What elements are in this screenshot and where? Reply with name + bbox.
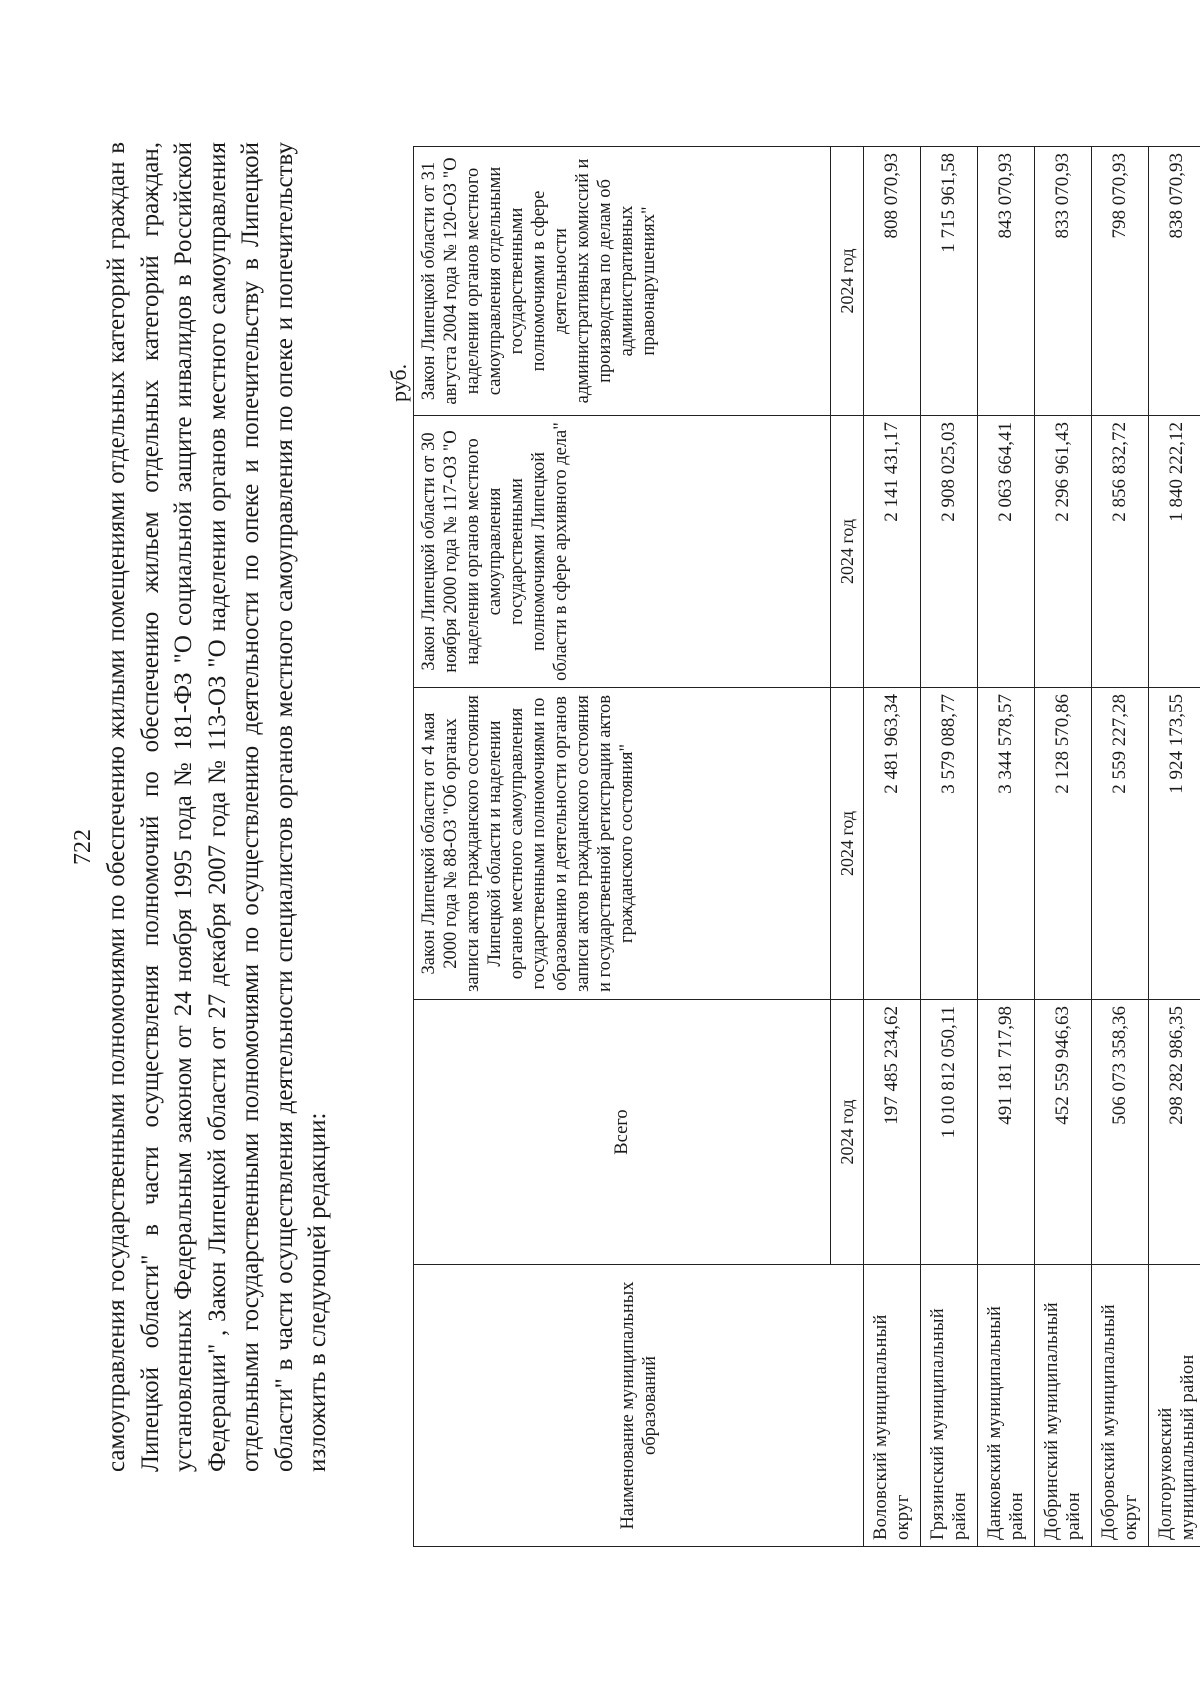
municipality-name: Грязинский муниципальный район bbox=[921, 1265, 978, 1547]
year-total: 2024 год bbox=[831, 1000, 864, 1265]
total-value: 197 485 234,62 bbox=[864, 1000, 921, 1265]
header-law-120: Закон Липецкой области от 31 августа 2004 года № 120-ОЗ "О наделении органов местного самоуправления отдельными государственными полномочиями в сфере деятельности административных комиссий и производства по делам об административных правонарушениях" bbox=[414, 147, 831, 416]
table-row bbox=[921, 147, 978, 1547]
total-value: 1 010 812 050,11 bbox=[921, 1000, 978, 1265]
law-117-value: 2 063 664,41 bbox=[978, 416, 1035, 688]
law-88-value: 2 481 963,34 bbox=[864, 688, 921, 1000]
law-117-value: 2 141 431,17 bbox=[864, 416, 921, 688]
header-total: Всего bbox=[414, 1000, 831, 1265]
total-value: 298 282 986,35 bbox=[1149, 1000, 1200, 1265]
law-88-value: 1 924 173,55 bbox=[1149, 688, 1200, 1000]
law-120-value: 798 070,93 bbox=[1092, 147, 1149, 416]
table-row bbox=[1149, 147, 1200, 1547]
municipality-name: Данковский муниципальный район bbox=[978, 1265, 1035, 1547]
header-law-88: Закон Липецкой области от 4 мая 2000 года № 88-ОЗ "Об органах записи актов гражданского состояния Липецкой области и наделении органов местного самоуправления государственными полномочиями по образованию и деятельности органов записи актов гражданского состояния и государственной регистрации актов гражданского состояния" bbox=[414, 688, 831, 1000]
law-120-value: 1 715 961,58 bbox=[921, 147, 978, 416]
year-law-120: 2024 год bbox=[831, 147, 864, 416]
header-row bbox=[414, 147, 831, 1547]
header-municipality: Наименование муниципальных образований bbox=[414, 1265, 864, 1547]
table-row bbox=[864, 147, 921, 1547]
law-117-value: 1 840 222,12 bbox=[1149, 416, 1200, 688]
law-88-value: 3 579 088,77 bbox=[921, 688, 978, 1000]
total-value: 491 181 717,98 bbox=[978, 1000, 1035, 1265]
year-law-117: 2024 год bbox=[831, 416, 864, 688]
law-117-value: 2 296 961,43 bbox=[1035, 416, 1092, 688]
municipality-name: Долгоруковский муниципальный район bbox=[1149, 1265, 1200, 1547]
law-120-value: 808 070,93 bbox=[864, 147, 921, 416]
page-number: 722 bbox=[70, 829, 96, 865]
law-117-value: 2 908 025,03 bbox=[921, 416, 978, 688]
currency-unit: руб. bbox=[386, 363, 411, 402]
law-120-value: 838 070,93 bbox=[1149, 147, 1200, 416]
table-row bbox=[1092, 147, 1149, 1547]
table-row bbox=[978, 147, 1035, 1547]
municipality-name: Добринский муниципальный район bbox=[1035, 1265, 1092, 1547]
total-value: 452 559 946,63 bbox=[1035, 1000, 1092, 1265]
law-120-value: 843 070,93 bbox=[978, 147, 1035, 416]
municipality-name: Добровский муниципальный округ bbox=[1092, 1265, 1149, 1547]
header-law-117: Закон Липецкой области от 30 ноября 2000 года № 117-ОЗ "О наделении органов местного самоуправления государственными полномочиями Липецкой области в сфере архивного дела" bbox=[414, 416, 831, 688]
municipality-name: Воловский муниципальный округ bbox=[864, 1265, 921, 1547]
year-law-88: 2024 год bbox=[831, 688, 864, 1000]
law-88-value: 2 128 570,86 bbox=[1035, 688, 1092, 1000]
law-120-value: 833 070,93 bbox=[1035, 147, 1092, 416]
intro-paragraph bbox=[100, 142, 335, 1472]
table-row bbox=[1035, 147, 1092, 1547]
law-88-value: 2 559 227,28 bbox=[1092, 688, 1149, 1000]
total-value: 506 073 358,36 bbox=[1092, 1000, 1149, 1265]
law-117-value: 2 856 832,72 bbox=[1092, 416, 1149, 688]
budget-table bbox=[413, 146, 1200, 1547]
intro-text: самоуправления государственными полномочиями по обеспечению жилыми помещениями отдельных категорий граждан в Липецкой области" в части осуществления полномочий по обеспечению жильем отдельных категорий граждан, установленных Федеральным законом от 24 ноября 1995 года № 181-ФЗ "О социальной защите инвалидов в Российской Федерации" , Закон Липецкой области от 27 декабря 2007 года № 113-ОЗ "О наделении органов местного самоуправления отдельными государственными полномочиями по осуществлению деятельности по опеке и попечительству в Липецкой области" в части осуществления деятельности специалистов органов местного самоуправления по опеке и попечительству изложить в следующей редакции: bbox=[103, 142, 331, 1472]
law-88-value: 3 344 578,57 bbox=[978, 688, 1035, 1000]
